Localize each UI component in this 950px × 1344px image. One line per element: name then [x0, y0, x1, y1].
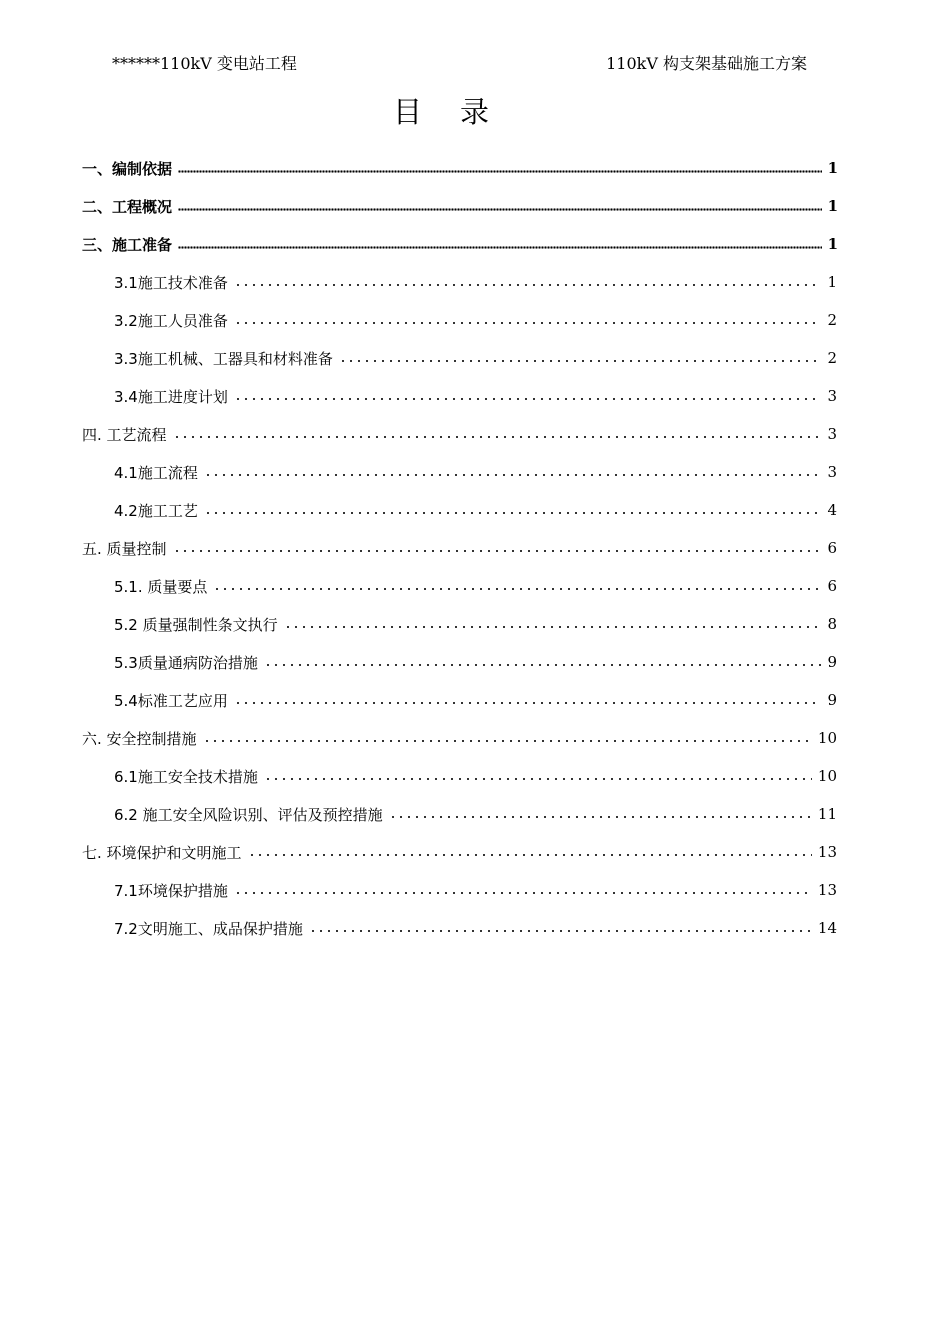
toc-entry[interactable] — [82, 225, 838, 263]
toc-dot-leader — [284, 626, 822, 628]
toc-entry-label: 三、施工准备 — [82, 235, 173, 254]
toc-entry[interactable] — [114, 263, 837, 301]
page-title: 目录 — [392, 95, 527, 129]
toc-entry-page: 9 — [827, 653, 837, 671]
toc-entry[interactable] — [114, 301, 837, 339]
toc-entry-page: 1 — [827, 197, 838, 215]
toc-entry-label: 6.2 施工安全风险识别、评估及预控措施 — [114, 805, 383, 824]
toc-entry-page: 11 — [817, 805, 837, 823]
toc-dot-leader — [234, 398, 822, 400]
toc-dot-leader — [309, 930, 812, 932]
toc-entry-label: 二、工程概况 — [82, 197, 173, 216]
toc-entry-page: 13 — [817, 881, 837, 899]
toc-dot-leader — [234, 322, 822, 324]
toc-entry-label: 3.1施工技术准备 — [114, 273, 228, 292]
toc-entry-page: 1 — [827, 159, 838, 177]
toc-entry-page: 13 — [817, 843, 837, 861]
toc-dot-leader — [264, 778, 812, 780]
toc-entry[interactable] — [82, 187, 838, 225]
toc-entry-page: 10 — [817, 729, 837, 747]
toc-entry-page: 2 — [827, 311, 837, 329]
toc-entry-label: 一、编制依据 — [82, 159, 173, 178]
toc-entry-page: 3 — [827, 463, 837, 481]
toc-dot-leader — [389, 816, 812, 818]
toc-entry-label: 5.3质量通病防治措施 — [114, 653, 258, 672]
toc-entry-page: 2 — [827, 349, 837, 367]
toc-dot-leader — [173, 550, 822, 552]
toc-entry-page: 9 — [827, 691, 837, 709]
header-project-name: ******110kV 变电站工程 — [112, 54, 297, 73]
toc-dot-leader — [204, 512, 822, 514]
toc-entry[interactable] — [82, 529, 837, 567]
toc-entry[interactable] — [114, 567, 837, 605]
toc-entry-label: 3.2施工人员准备 — [114, 311, 228, 330]
toc-entry-page: 14 — [817, 919, 837, 937]
toc-entry-label: 7.1环境保护措施 — [114, 881, 228, 900]
toc-entry[interactable] — [114, 491, 837, 529]
toc-dot-leader — [204, 474, 822, 476]
toc-entry-label: 4.2施工工艺 — [114, 501, 198, 520]
toc-entry[interactable] — [82, 719, 837, 757]
toc-entry-label: 3.3施工机械、工器具和材料准备 — [114, 349, 333, 368]
toc-entry-page: 3 — [827, 387, 837, 405]
toc-entry[interactable] — [114, 909, 837, 947]
toc-entry[interactable] — [114, 871, 837, 909]
toc-entry-page: 1 — [827, 273, 837, 291]
toc-entry[interactable] — [114, 339, 837, 377]
toc-dot-leader — [178, 246, 822, 249]
toc-entry-label: 4.1施工流程 — [114, 463, 198, 482]
toc-dot-leader — [339, 360, 822, 362]
toc-entry-page: 4 — [827, 501, 837, 519]
toc-entry-label: 3.4施工进度计划 — [114, 387, 228, 406]
toc-entry[interactable] — [114, 757, 837, 795]
toc-dot-leader — [173, 436, 822, 438]
toc-entry[interactable] — [114, 453, 837, 491]
toc-dot-leader — [248, 854, 812, 856]
toc-entry-label: 七. 环境保护和文明施工 — [82, 843, 242, 862]
toc-entry[interactable] — [82, 833, 837, 871]
toc-dot-leader — [234, 892, 812, 894]
toc-entry-label: 五. 质量控制 — [82, 539, 167, 558]
toc-entry-page: 1 — [827, 235, 838, 253]
toc-entry-label: 5.4标准工艺应用 — [114, 691, 228, 710]
toc-entry[interactable] — [114, 605, 837, 643]
toc-entry-label: 四. 工艺流程 — [82, 425, 167, 444]
toc-entry-page: 6 — [827, 577, 837, 595]
toc-entry-page: 8 — [827, 615, 837, 633]
toc-entry-label: 5.1. 质量要点 — [114, 577, 208, 596]
toc-entry[interactable] — [82, 415, 837, 453]
toc-entry-label: 7.2文明施工、成品保护措施 — [114, 919, 303, 938]
toc-entry-label: 5.2 质量强制性条文执行 — [114, 615, 278, 634]
toc-entry[interactable] — [114, 643, 837, 681]
toc-dot-leader — [213, 588, 821, 590]
toc-dot-leader — [178, 208, 822, 211]
header-document-name: 110kV 构支架基础施工方案 — [606, 54, 807, 73]
toc-dot-leader — [264, 664, 822, 666]
toc-entry[interactable] — [114, 377, 837, 415]
toc-dot-leader — [203, 740, 812, 742]
toc-entry-page: 10 — [817, 767, 837, 785]
page-header — [112, 54, 807, 74]
toc-entry[interactable] — [82, 149, 838, 187]
toc-entry-page: 3 — [827, 425, 837, 443]
toc-entry-label: 6.1施工安全技术措施 — [114, 767, 258, 786]
toc-dot-leader — [234, 702, 822, 704]
toc-dot-leader — [178, 170, 822, 173]
toc-entry[interactable] — [114, 795, 837, 833]
toc-entry-label: 六. 安全控制措施 — [82, 729, 197, 748]
toc-dot-leader — [234, 284, 822, 286]
toc-entry[interactable] — [114, 681, 837, 719]
toc-entry-page: 6 — [827, 539, 837, 557]
